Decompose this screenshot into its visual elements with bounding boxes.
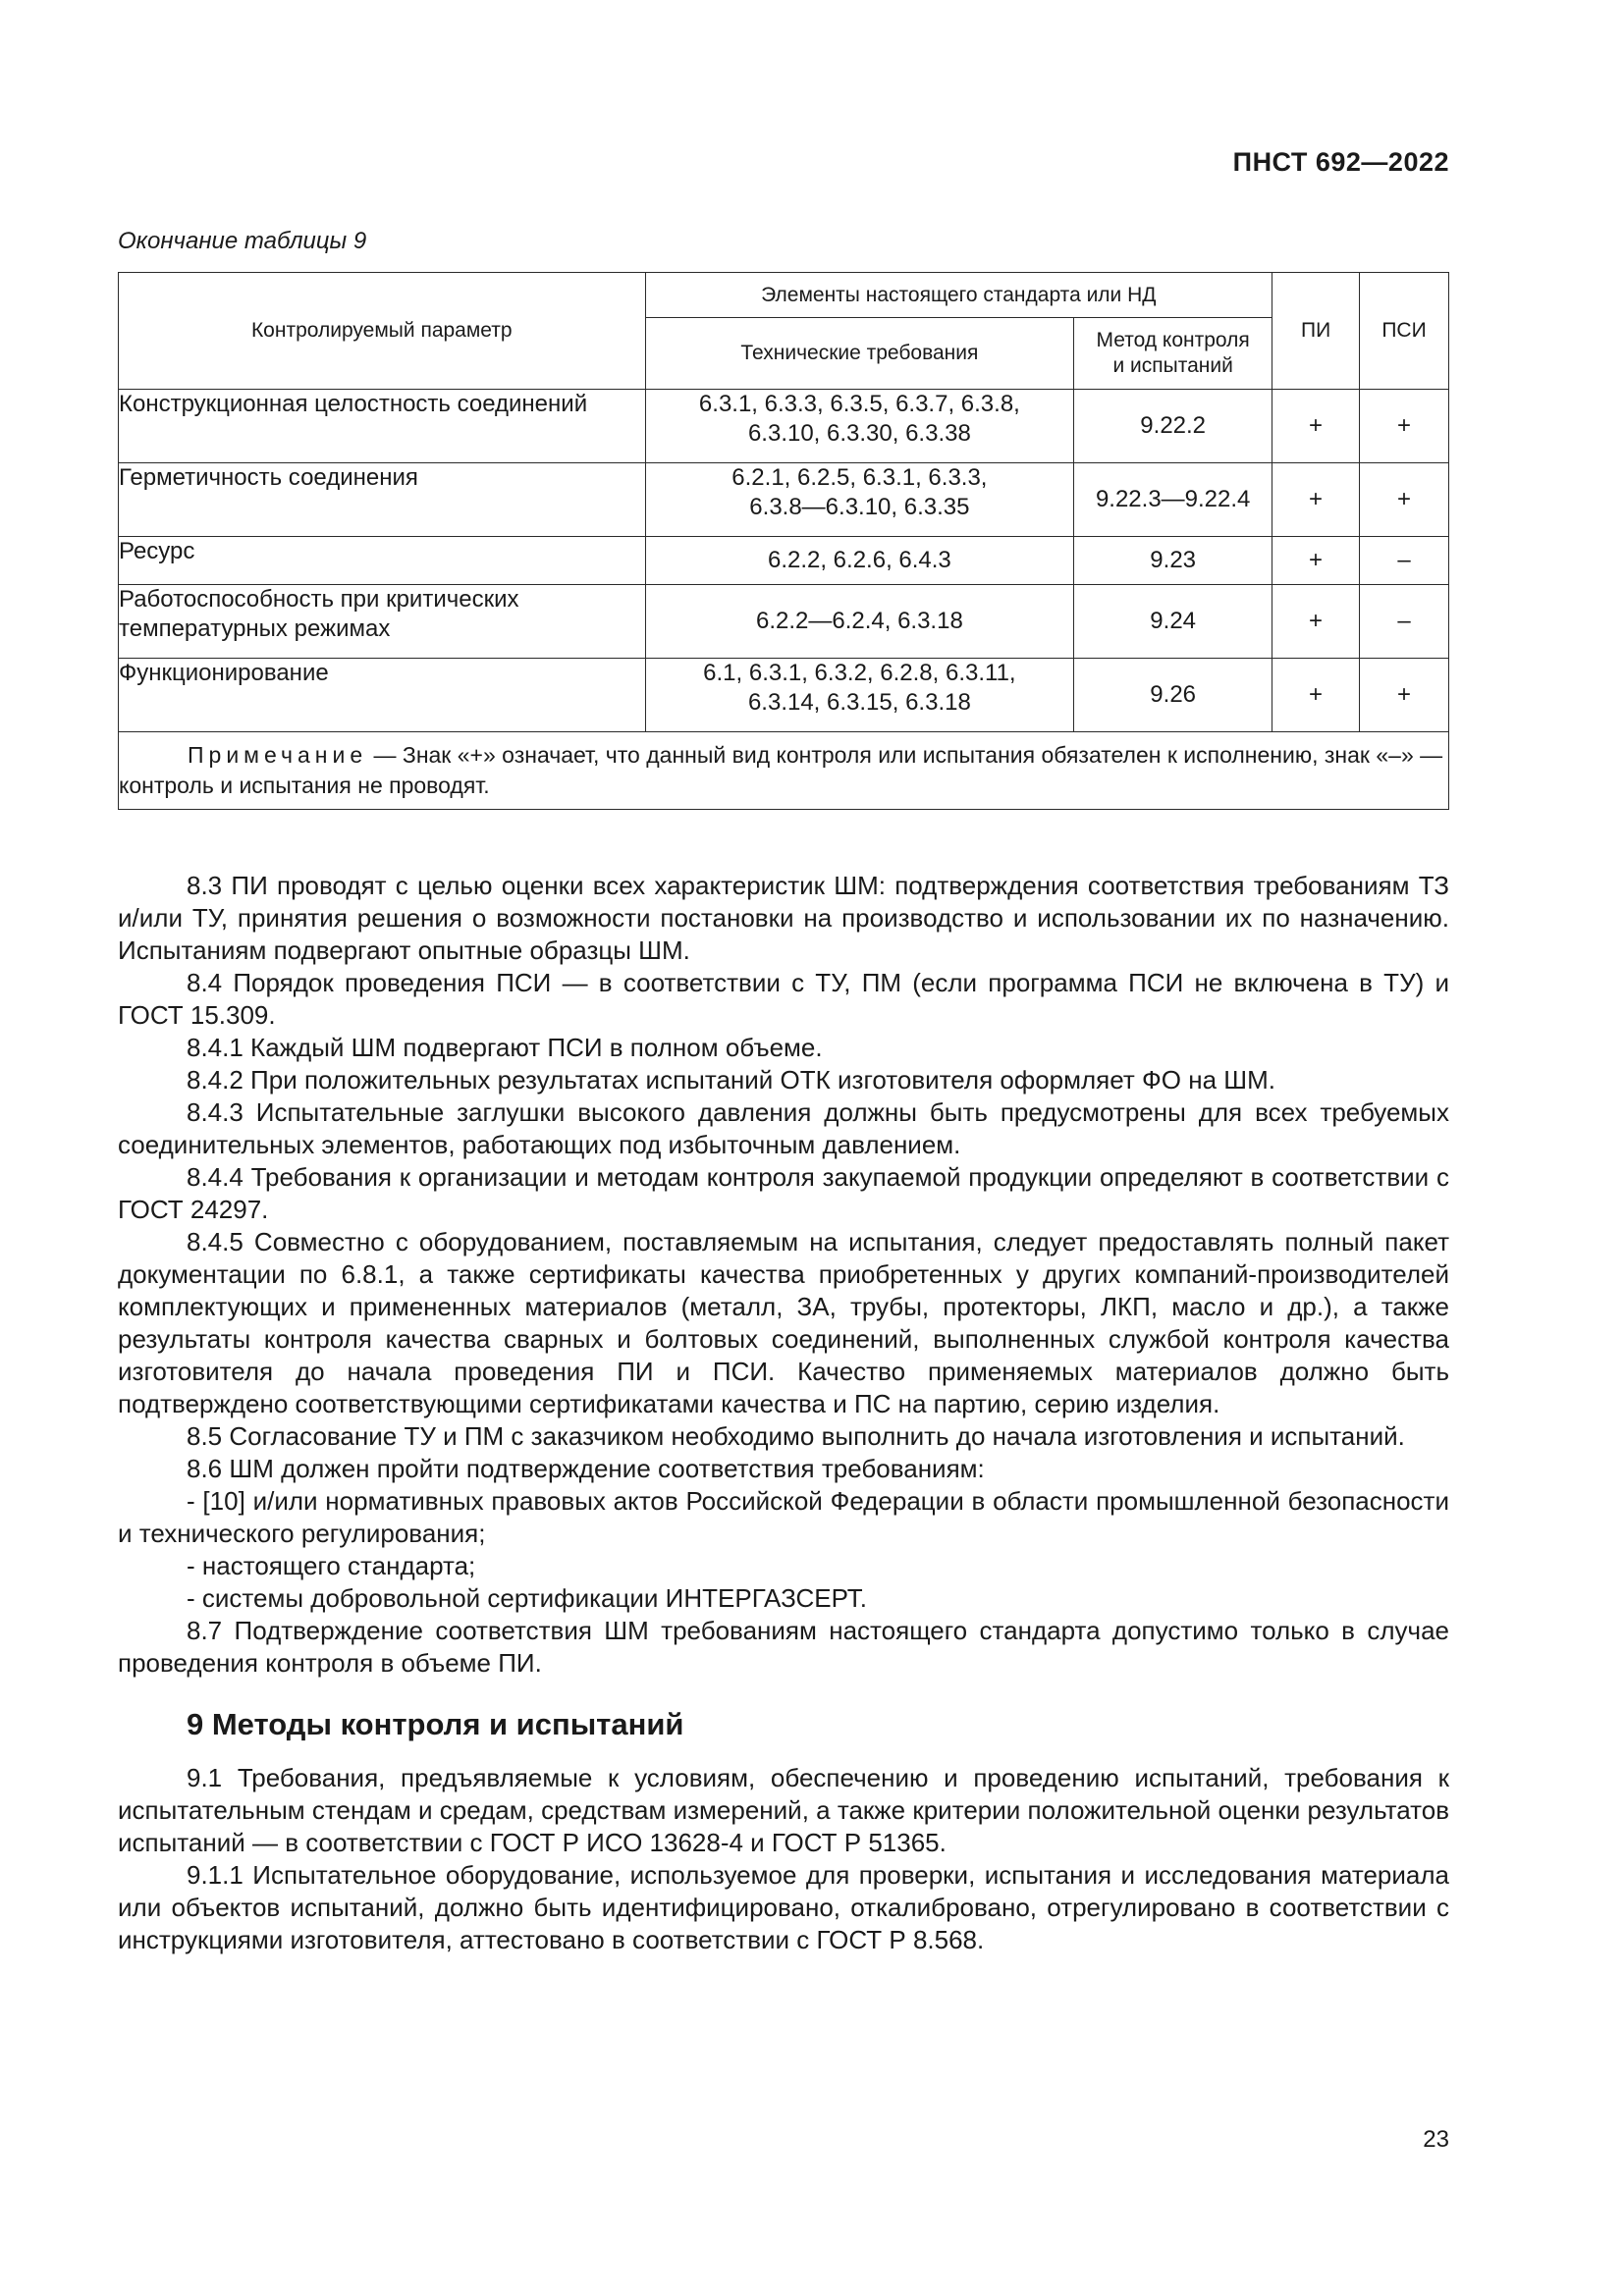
page-number: 23: [1423, 2126, 1449, 2153]
cell-tech: 6.1, 6.3.1, 6.3.2, 6.2.8, 6.3.11, 6.3.14, 6.3.15, 6.3.18: [645, 659, 1074, 732]
cell-pi: +: [1272, 463, 1360, 537]
control-parameters-table: [118, 272, 1449, 810]
cell-method: 9.22.2: [1074, 390, 1272, 463]
paragraph-8-6: 8.6 ШМ должен пройти подтверждение соответствия требованиям:: [187, 1454, 985, 1483]
cell-tech: 6.2.2, 6.2.6, 6.4.3: [645, 537, 1074, 585]
table-row: [119, 537, 1449, 585]
cell-tech: 6.2.1, 6.2.5, 6.3.1, 6.3.3, 6.3.8—6.3.10, 6.3.35: [645, 463, 1074, 537]
paragraph-8-4: 8.4 Порядок проведения ПСИ — в соответствии с ТУ, ПМ (если программа ПСИ не включена в ТУ) и ГОСТ 15.309.: [118, 968, 1449, 1030]
cell-pi: +: [1272, 537, 1360, 585]
document-code: ПНСТ 692—2022: [1232, 147, 1449, 177]
paragraph-8-4-4: 8.4.4 Требования к организации и методам контроля закупаемой продукции определяют в соответствии с ГОСТ 24297.: [118, 1162, 1449, 1224]
cell-tech: 6.3.1, 6.3.3, 6.3.5, 6.3.7, 6.3.8, 6.3.10, 6.3.30, 6.3.38: [645, 390, 1074, 463]
cell-param: Ресурс: [119, 537, 646, 585]
cell-pi: +: [1272, 659, 1360, 732]
table-row: [119, 463, 1449, 537]
cell-tech: 6.2.2—6.2.4, 6.3.18: [645, 585, 1074, 659]
table-note: [119, 732, 1449, 810]
cell-pi: +: [1272, 585, 1360, 659]
paragraph-8-4-2: 8.4.2 При положительных результатах испытаний ОТК изготовителя оформляет ФО на ШМ.: [187, 1065, 1275, 1095]
cell-param: Работоспособность при критических температурных режимах: [119, 585, 646, 659]
table-note-row: [119, 732, 1449, 810]
cell-param: Герметичность соединения: [119, 463, 646, 537]
paragraph-8-4-3: 8.4.3 Испытательные заглушки высокого давления должны быть предусмотрены для всех требуемых соединительных элементов, работающих под избыточным давлением.: [118, 1097, 1449, 1159]
note-text: — Знак «+» означает, что данный вид контроля или испытания обязателен к исполнению, знак «–» — контроль и испытания не проводят.: [119, 742, 1443, 798]
header-param: Контролируемый параметр: [119, 273, 646, 390]
cell-psi: +: [1360, 463, 1449, 537]
note-label: Примечание: [188, 742, 368, 768]
paragraph-9-1-1: 9.1.1 Испытательное оборудование, используемое для проверки, испытания и исследования материала или объектов испытаний, должно быть идентифицировано, откалибровано, отрегулировано в соответствии с инструкциями изготовителя, аттестовано в соответствии с ГОСТ Р 8.568.: [118, 1860, 1449, 1954]
table-row: [119, 390, 1449, 463]
paragraph-9-1: 9.1 Требования, предъявляемые к условиям, обеспечению и проведению испытаний, требования к испытательным стендам и средам, средствам измерений, а также критерии положительной оценки результатов испытаний — в соответствии с ГОСТ Р ИСО 13628-4 и ГОСТ Р 51365.: [118, 1763, 1450, 1857]
table-row: [119, 659, 1449, 732]
cell-method: 9.22.3—9.22.4: [1074, 463, 1272, 537]
header-tech: Технические требования: [645, 318, 1074, 390]
cell-method: 9.26: [1074, 659, 1272, 732]
cell-method: 9.23: [1074, 537, 1272, 585]
cell-param: Функционирование: [119, 659, 646, 732]
cell-param: Конструкционная целостность соединений: [119, 390, 646, 463]
cell-psi: –: [1360, 585, 1449, 659]
header-pi: ПИ: [1272, 273, 1360, 390]
cell-psi: –: [1360, 537, 1449, 585]
list-item: - системы добровольной сертификации ИНТЕРГАЗСЕРТ.: [187, 1583, 868, 1613]
paragraph-8-5: 8.5 Согласование ТУ и ПМ с заказчиком необходимо выполнить до начала изготовления и испытаний.: [187, 1421, 1405, 1451]
section-heading-9: 9 Методы контроля и испытаний: [187, 1707, 684, 1741]
table-caption: Окончание таблицы 9: [118, 228, 367, 254]
header-elements: Элементы настоящего стандарта или НД: [645, 273, 1272, 318]
header-psi: ПСИ: [1360, 273, 1449, 390]
paragraph-8-3: 8.3 ПИ проводят с целью оценки всех характеристик ШМ: подтверждения соответствия требованиям ТЗ и/или ТУ, принятия решения о возможности постановки на производство и использовании их по назначению. Испытаниям подвергают опытные образцы ШМ.: [118, 871, 1449, 965]
cell-psi: +: [1360, 390, 1449, 463]
paragraph-8-4-1: 8.4.1 Каждый ШМ подвергают ПСИ в полном объеме.: [187, 1033, 823, 1062]
paragraph-8-4-5: 8.4.5 Совместно с оборудованием, поставляемым на испытания, следует предоставлять полный пакет документации по 6.8.1, а также сертификаты качества приобретенных у других компаний-производителей комплектующих и примененных материалов (металл, ЗА, трубы, протекторы, ЛКП, масло и др.), а также результаты контроля качества сварных и болтовых соединений, выполненных службой контроля качества изготовителя до начала проведения ПИ и ПСИ. Качество применяемых материалов должно быть подтверждено соответствующими сертификатами качества и ПС на партию, серию изделия.: [118, 1227, 1449, 1418]
list-item: - настоящего стандарта;: [187, 1551, 476, 1580]
cell-psi: +: [1360, 659, 1449, 732]
paragraph-8-7: 8.7 Подтверждение соответствия ШМ требованиям настоящего стандарта допустимо только в случае проведения контроля в объеме ПИ.: [118, 1616, 1449, 1678]
body-text: [118, 870, 1449, 1956]
header-method: Метод контроля и испытаний: [1074, 318, 1272, 390]
cell-method: 9.24: [1074, 585, 1272, 659]
list-item: - [10] и/или нормативных правовых актов Российской Федерации в области промышленной безопасности и технического регулирования;: [118, 1486, 1449, 1548]
cell-pi: +: [1272, 390, 1360, 463]
table-row: [119, 585, 1449, 659]
